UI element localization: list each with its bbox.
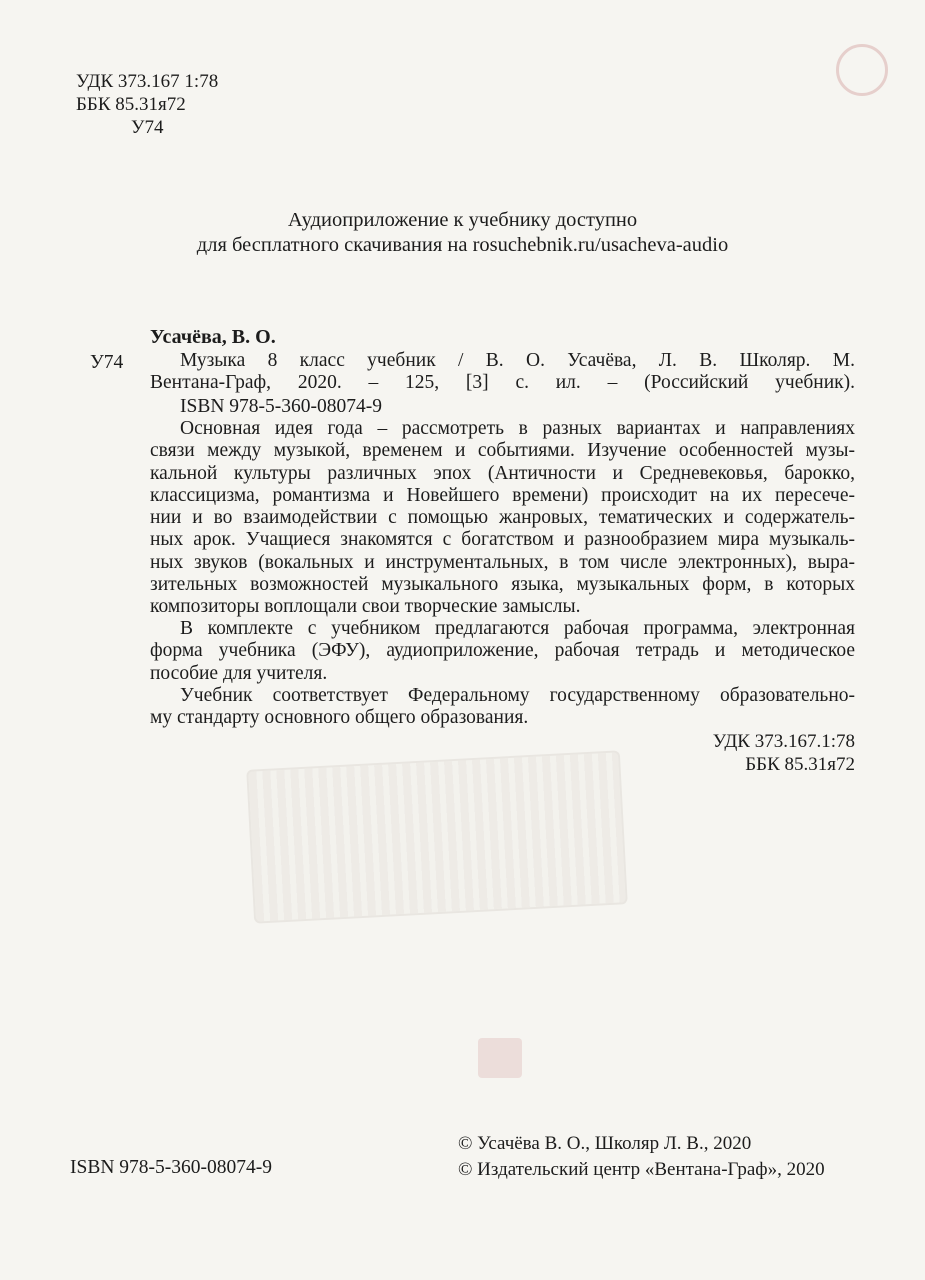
author-mark-margin: У74 [90,352,124,373]
udk-code: УДК 373.167 1:78 [76,71,219,92]
udk-code: УДК 373.167.1:78 [712,731,855,752]
annotation-line: классицизма, романтизма и Новейшего времени) происходит на их пересече- [150,484,855,506]
annotation-line: нии и во взаимодействии с помощью жанровых, тематических и содержатель- [150,507,855,529]
book-author: Усачёва, В. О. [150,326,276,348]
annotation-line: В комплекте с учебником предлагаются рабочая программа, электронная [180,618,855,639]
annotation-line: пособие для учителя. [150,662,328,684]
annotation-line: Основная идея года – рассмотреть в разных вариантах и направлениях [180,418,855,439]
annotation-standard [150,685,855,730]
copyright-authors: © Усачёва В. О., Школяр Л. В., 2020 [458,1133,752,1154]
audio-note-line-1: Аудиоприложение к учебнику доступно [287,209,638,231]
annotation-line: форма учебника (ЭФУ), аудиоприложение, рабочая тетрадь и методическое [150,640,855,662]
bib-line: Вентана-Граф, 2020. – 125, [3] с. ил. – (Российский учебник). [150,372,855,394]
annotation-line: зительных возможностей музыкального языка, музыкальных форм, в которых [150,574,855,596]
annotation-line: ных звуков (вокальных и инструментальных, в том числе электронных), выра- [150,551,855,573]
annotation-line: му стандарту основного общего образования. [150,707,529,729]
show-through-synthesizer-image [246,750,628,923]
isbn-bottom: ISBN 978-5-360-08074-9 [70,1157,273,1178]
bibliographic-isbn [150,396,855,418]
bbk-code: ББК 85.31я72 [745,754,855,775]
copyright-block [458,1131,825,1183]
author-mark: У74 [131,117,164,138]
annotation-main [150,418,855,619]
annotation-line: связи между музыкой, временем и событиями. Изучение особенностей музы- [150,440,855,462]
annotation-line: кальной культуры различных эпох (Античности и Средневековья, барокко, [150,462,855,484]
header-classification-codes [76,70,218,139]
annotation-line: композиторы воплощали свои творческие замыслы. [150,596,581,618]
audio-note-line-2: для бесплатного скачивания на rosuchebnik.ru/usacheva-audio [196,234,729,256]
annotation-line: ных арок. Учащиеся знакомятся с богатством и разнообразием мира музыкаль- [150,529,855,551]
bib-line: Музыка 8 класс учебник / В. О. Усачёва, Л. В. Школяр. М. [180,350,855,371]
footer-classification-codes [713,730,855,776]
annotation-kit [150,618,855,685]
isbn-line: ISBN 978-5-360-08074-9 [180,396,383,417]
bbk-code: ББК 85.31я72 [76,94,186,115]
bibliographic-description [150,350,855,395]
show-through-logo-icon [836,44,888,96]
annotation-line: Учебник соответствует Федеральному государственному образовательно- [180,685,855,706]
show-through-publisher-mark-icon [478,1038,522,1078]
copyright-publisher: © Издательский центр «Вентана-Граф», 2020 [458,1159,825,1180]
